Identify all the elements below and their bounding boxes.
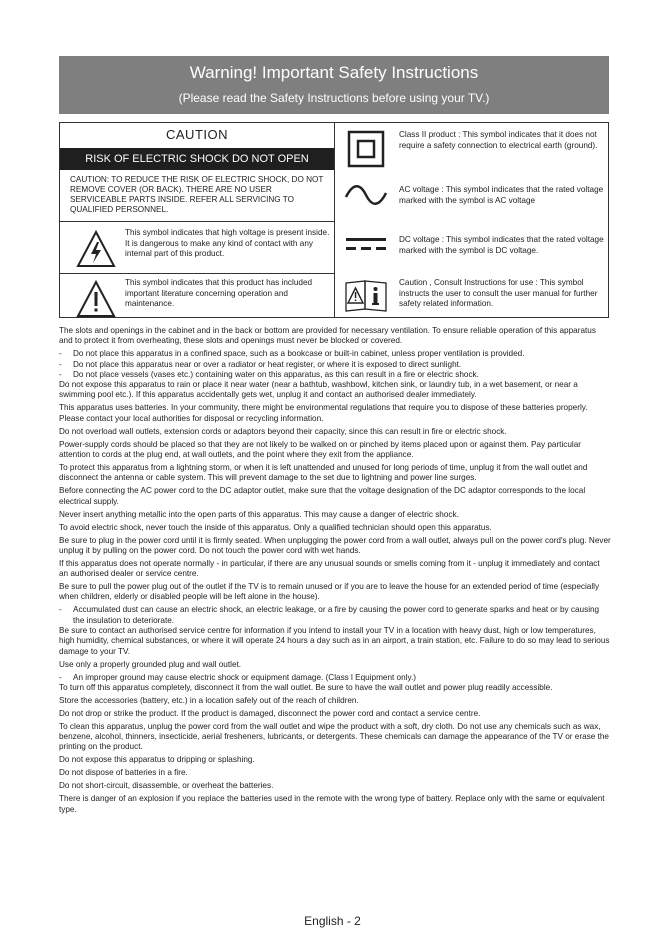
divider — [60, 273, 334, 274]
instruction-paragraph: Before connecting the AC power cord to the DC adaptor outlet, make sure that the voltage designation of the DC adaptor corresponds to the local electrical supply. — [59, 486, 586, 506]
instruction-paragraph: This apparatus uses batteries. In your community, there might be environmental regulations that require you to dispose of these batteries properly. Please contact your local authorities for disposal or recycling information. — [59, 403, 588, 423]
divider — [60, 221, 334, 222]
bullet-item — [59, 605, 611, 626]
high-voltage-row — [60, 227, 334, 271]
bullet-dash: - — [59, 605, 62, 615]
consult-text: Caution , Consult Instructions for use : This symbol instructs the user to consult the user manual for further safety related information. — [399, 278, 598, 309]
dc-text: DC voltage : This symbol indicates that the rated voltage marked with the symbol is DC voltage. — [399, 235, 604, 255]
instruction-paragraph: To protect this apparatus from a lightning storm, or when it is left unattended and unused for long periods of time, unplug it from the wall outlet and disconnect the antenna or cable system. This will prevent damage to the set due to lightning and power line surges. — [59, 463, 588, 483]
instruction-paragraph: To turn off this apparatus completely, disconnect it from the wall outlet. Be sure to have the wall outlet and power plug readily accessible. — [59, 682, 553, 692]
bullet-item — [59, 370, 611, 380]
bullet-dash: - — [59, 359, 62, 369]
page-subtitle: (Please read the Safety Instructions before using your TV.) — [178, 91, 490, 105]
caution-title: CAUTION — [166, 127, 228, 142]
bullet-text: Do not place vessels (vases etc.) containing water on this apparatus, as this can result in a fire or electric shock. — [73, 369, 479, 379]
instruction-paragraph: If this apparatus does not operate normally - in particular, if there are any unusual sounds or smells coming from it - unplug it immediately and contact an authorised dealer or service centre. — [59, 558, 600, 579]
bullet-dash: - — [59, 349, 62, 359]
risk-of-shock-bar: RISK OF ELECTRIC SHOCK DO NOT OPEN — [60, 148, 334, 170]
class2-row — [335, 127, 608, 173]
dc-row — [335, 225, 608, 271]
instruction-paragraph: Store the accessories (battery, etc.) in a location safely out of the reach of children. — [59, 695, 359, 705]
safety-instructions-body — [59, 326, 611, 818]
instruction-paragraph: Do not overload wall outlets, extension cords or adaptors beyond their capacity, since this can result in fire or electric shock. — [59, 426, 507, 436]
bullet-item — [59, 349, 611, 359]
instruction-paragraph: To clean this apparatus, unplug the power cord from the wall outlet and wipe the product with a soft, dry cloth. Do not use any chemicals such as wax, benzene, alcohol, thinners, insecticide, aerial fresheners, lubricants, or detergents. These chemicals can damage the appearance of the TV or erase the printing on the product. — [59, 721, 609, 752]
page-number: English - 2 — [304, 914, 361, 928]
bullet-text: Accumulated dust can cause an electric shock, an electric leakage, or a fire by causing the power cord to generate sparks and heat or by causing the insulation to deteriorate. — [73, 605, 600, 625]
ac-row — [335, 175, 608, 221]
ac-text: AC voltage : This symbol indicates that the rated voltage marked with the symbol is AC voltage — [399, 185, 604, 205]
safety-header-banner — [59, 56, 609, 114]
sine-wave-icon — [343, 175, 389, 215]
page-title: Warning! Important Safety Instructions — [189, 63, 479, 82]
instruction-paragraph: Be sure to pull the power plug out of the outlet if the TV is to remain unused or if you are to leave the house for an extended period of time (especially when children, elderly or disabled people will be left alone in the house). — [59, 582, 600, 602]
consult-row — [335, 273, 608, 319]
high-voltage-text: This symbol indicates that high voltage is present inside. It is dangerous to make any kind of contact with any internal part of this product. — [125, 228, 330, 259]
instruction-paragraph: Do not expose this apparatus to dripping or splashing. — [59, 755, 255, 765]
instruction-paragraph: Never insert anything metallic into the open parts of this apparatus. This may cause a danger of electric shock. — [59, 509, 459, 519]
instruction-paragraph: Use only a properly grounded plug and wall outlet. — [59, 659, 242, 669]
bullet-dash: - — [59, 672, 62, 682]
bullet-dash: - — [59, 369, 62, 379]
bullet-item — [59, 360, 611, 370]
exclamation-triangle-icon — [76, 279, 116, 319]
instruction-paragraph: Be sure to contact an authorised service centre for information if you intend to install your TV in a location with heavy dust, high or low temperatures, high humidity, chemical substances, or where it will operate 24 hours a day such as in an airport, a train station, etc. Failure to do so may lead to serious damage to your TV. — [59, 625, 610, 656]
caution-symbol-table — [59, 122, 609, 318]
class2-text: Class II product : This symbol indicates that it does not require a safety connection to electrical earth (ground). — [399, 130, 598, 150]
instruction-paragraph: There is danger of an explosion if you replace the batteries used in the remote with the wrong type of battery. Replace only with the same or equivalent type. — [59, 794, 605, 814]
instruction-paragraph: Be sure to plug in the power cord until it is firmly seated. When unplugging the power cord from a wall outlet, always pull on the power cord's plug. Never unplug it by pulling on the power cord. Do not touch the power cord with wet hands. — [59, 535, 611, 555]
instruction-paragraph: The slots and openings in the cabinet and in the back or bottom are provided for necessary ventilation. To ensure reliable operation of this apparatus and to protect it from overheating, these slots and openings must never be blocked or covered. — [59, 326, 596, 346]
bullet-text: An improper ground may cause electric shock or equipment damage. (Class l Equipment only.) — [73, 672, 416, 682]
bullet-text: Do not place this apparatus in a confined space, such as a bookcase or built-in cabinet, unless proper ventilation is provided. — [73, 349, 525, 359]
manual-consult-icon — [343, 275, 389, 315]
symbol-column — [335, 123, 608, 317]
lightning-triangle-icon — [76, 229, 116, 269]
literature-text: This symbol indicates that this product has included important literature concerning operation and maintenance. — [125, 278, 313, 309]
instruction-paragraph: To avoid electric shock, never touch the inside of this apparatus. Only a qualified technician should open this apparatus. — [59, 522, 492, 532]
literature-row — [60, 277, 334, 321]
instruction-paragraph: Do not drop or strike the product. If the product is damaged, disconnect the power cord and contact a service centre. — [59, 708, 481, 718]
caution-text: CAUTION: TO REDUCE THE RISK OF ELECTRIC SHOCK, DO NOT REMOVE COVER (OR BACK). THERE ARE NO USER SERVICEABLE PARTS INSIDE. REFER ALL SERVICING TO QUALIFIED PERSONNEL. — [70, 175, 324, 214]
dc-lines-icon — [343, 225, 389, 265]
bullet-item — [59, 673, 611, 683]
instruction-paragraph: Do not short-circuit, disassemble, or overheat the batteries. — [59, 781, 274, 791]
caution-column — [60, 123, 335, 317]
bullet-text: Do not place this apparatus near or over a radiator or heat register, or where it is exposed to direct sunlight. — [73, 359, 462, 369]
double-square-icon — [343, 129, 389, 169]
instruction-paragraph: Power-supply cords should be placed so that they are not likely to be walked on or pinched by items placed upon or against them. Pay particular attention to cords at the plug end, at wall outlets, and the point where they exit from the appliance. — [59, 439, 582, 460]
instruction-paragraph: Do not expose this apparatus to rain or place it near water (near a bathtub, washbowl, kitchen sink, or laundry tub, in a wet basement, or near a swimming pool etc.). If this apparatus accidentally gets wet, unplug it and contact an authorised dealer immediately. — [59, 380, 578, 400]
instruction-paragraph: Do not dispose of batteries in a fire. — [59, 768, 188, 778]
